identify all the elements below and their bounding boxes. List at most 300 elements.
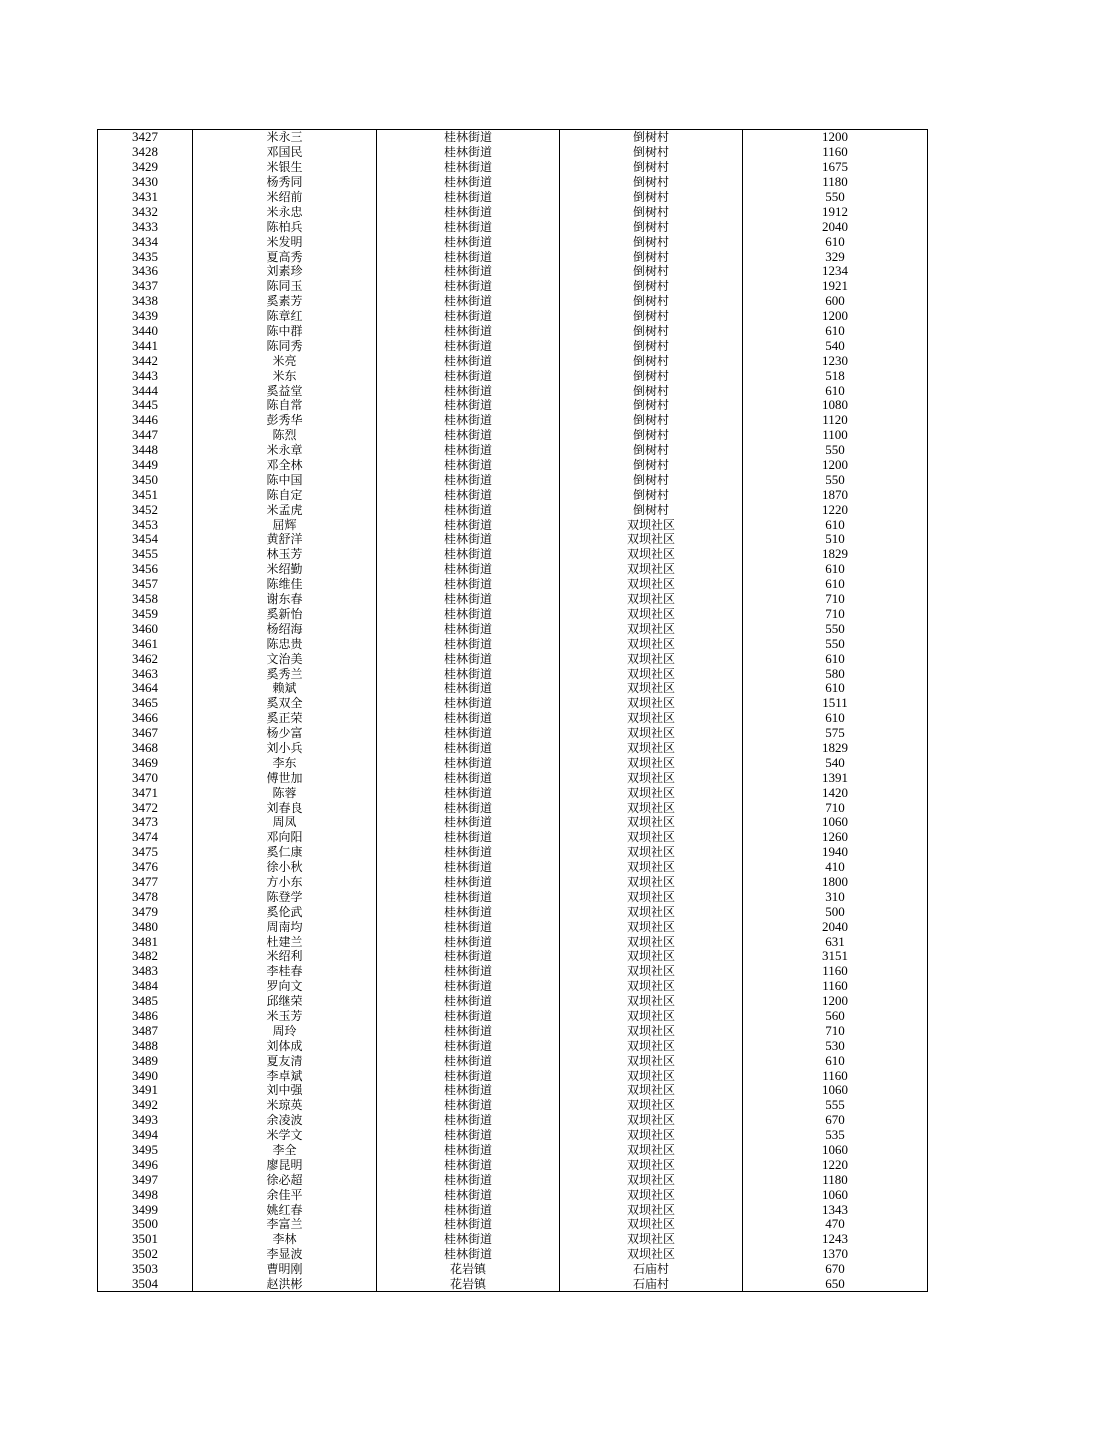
amount-cell: 310	[743, 889, 928, 904]
amount-cell: 550	[743, 190, 928, 205]
row-number-cell: 3452	[98, 502, 193, 517]
table-row	[98, 1262, 928, 1277]
table-row	[98, 934, 928, 949]
table-row	[98, 1009, 928, 1024]
community-cell: 倒树村	[560, 279, 743, 294]
table-row	[98, 1247, 928, 1262]
community-cell: 石庙村	[560, 1262, 743, 1277]
street-cell: 桂林街道	[377, 472, 560, 487]
amount-cell: 650	[743, 1277, 928, 1292]
table-row	[98, 1023, 928, 1038]
amount-cell: 600	[743, 294, 928, 309]
community-cell: 双坝社区	[560, 1143, 743, 1158]
community-cell: 双坝社区	[560, 889, 743, 904]
community-cell: 双坝社区	[560, 1053, 743, 1068]
street-cell: 桂林街道	[377, 696, 560, 711]
row-number-cell: 3494	[98, 1128, 193, 1143]
street-cell: 桂林街道	[377, 264, 560, 279]
amount-cell: 1675	[743, 160, 928, 175]
row-number-cell: 3482	[98, 949, 193, 964]
table-row	[98, 338, 928, 353]
table-row	[98, 487, 928, 502]
street-cell: 桂林街道	[377, 815, 560, 830]
community-cell: 双坝社区	[560, 1083, 743, 1098]
amount-cell: 1180	[743, 1172, 928, 1187]
street-cell: 桂林街道	[377, 1053, 560, 1068]
amount-cell: 610	[743, 681, 928, 696]
name-cell: 陈自常	[193, 398, 377, 413]
street-cell: 桂林街道	[377, 413, 560, 428]
community-cell: 双坝社区	[560, 636, 743, 651]
table-row	[98, 964, 928, 979]
amount-cell: 1060	[743, 1187, 928, 1202]
row-number-cell: 3468	[98, 741, 193, 756]
amount-cell: 1829	[743, 741, 928, 756]
community-cell: 双坝社区	[560, 785, 743, 800]
amount-cell: 1511	[743, 696, 928, 711]
amount-cell: 1220	[743, 502, 928, 517]
community-cell: 双坝社区	[560, 1217, 743, 1232]
table-row	[98, 815, 928, 830]
name-cell: 陈柏兵	[193, 219, 377, 234]
amount-cell: 555	[743, 1098, 928, 1113]
table-row	[98, 353, 928, 368]
row-number-cell: 3469	[98, 755, 193, 770]
name-cell: 徐小秋	[193, 860, 377, 875]
amount-cell: 1243	[743, 1232, 928, 1247]
street-cell: 桂林街道	[377, 949, 560, 964]
community-cell: 双坝社区	[560, 607, 743, 622]
community-cell: 倒树村	[560, 190, 743, 205]
name-cell: 屈辉	[193, 517, 377, 532]
street-cell: 桂林街道	[377, 279, 560, 294]
amount-cell: 610	[743, 562, 928, 577]
community-cell: 双坝社区	[560, 1247, 743, 1262]
community-cell: 石庙村	[560, 1277, 743, 1292]
community-cell: 双坝社区	[560, 964, 743, 979]
street-cell: 桂林街道	[377, 889, 560, 904]
amount-cell: 518	[743, 368, 928, 383]
table-row	[98, 1202, 928, 1217]
street-cell: 桂林街道	[377, 383, 560, 398]
name-cell: 奚益堂	[193, 383, 377, 398]
table-row	[98, 1172, 928, 1187]
amount-cell: 550	[743, 621, 928, 636]
street-cell: 桂林街道	[377, 547, 560, 562]
name-cell: 李桂春	[193, 964, 377, 979]
row-number-cell: 3454	[98, 532, 193, 547]
table-row	[98, 234, 928, 249]
table-row	[98, 398, 928, 413]
name-cell: 米孟虎	[193, 502, 377, 517]
name-cell: 李富兰	[193, 1217, 377, 1232]
community-cell: 倒树村	[560, 145, 743, 160]
table-row	[98, 324, 928, 339]
name-cell: 米银生	[193, 160, 377, 175]
name-cell: 方小东	[193, 875, 377, 890]
name-cell: 米绍利	[193, 949, 377, 964]
table-row	[98, 547, 928, 562]
community-cell: 双坝社区	[560, 1232, 743, 1247]
amount-cell: 560	[743, 1009, 928, 1024]
name-cell: 周凤	[193, 815, 377, 830]
amount-cell: 1120	[743, 413, 928, 428]
name-cell: 夏高秀	[193, 249, 377, 264]
community-cell: 双坝社区	[560, 1023, 743, 1038]
name-cell: 奚正荣	[193, 711, 377, 726]
table-row	[98, 1143, 928, 1158]
community-cell: 倒树村	[560, 368, 743, 383]
name-cell: 彭秀华	[193, 413, 377, 428]
row-number-cell: 3437	[98, 279, 193, 294]
amount-cell: 670	[743, 1262, 928, 1277]
row-number-cell: 3462	[98, 651, 193, 666]
row-number-cell: 3499	[98, 1202, 193, 1217]
community-cell: 倒树村	[560, 398, 743, 413]
table-row	[98, 517, 928, 532]
community-cell: 双坝社区	[560, 919, 743, 934]
table-row	[98, 472, 928, 487]
name-cell: 米亮	[193, 353, 377, 368]
name-cell: 刘素珍	[193, 264, 377, 279]
street-cell: 桂林街道	[377, 1143, 560, 1158]
community-cell: 双坝社区	[560, 741, 743, 756]
name-cell: 杨秀同	[193, 175, 377, 190]
row-number-cell: 3428	[98, 145, 193, 160]
amount-cell: 610	[743, 234, 928, 249]
table-row	[98, 1157, 928, 1172]
community-cell: 双坝社区	[560, 904, 743, 919]
table-row	[98, 1187, 928, 1202]
row-number-cell: 3480	[98, 919, 193, 934]
row-number-cell: 3486	[98, 1009, 193, 1024]
row-number-cell: 3446	[98, 413, 193, 428]
row-number-cell: 3464	[98, 681, 193, 696]
name-cell: 杨绍海	[193, 621, 377, 636]
row-number-cell: 3487	[98, 1023, 193, 1038]
row-number-cell: 3497	[98, 1172, 193, 1187]
row-number-cell: 3503	[98, 1262, 193, 1277]
table-row	[98, 919, 928, 934]
table-row	[98, 502, 928, 517]
amount-cell: 1220	[743, 1157, 928, 1172]
amount-cell: 1200	[743, 994, 928, 1009]
row-number-cell: 3455	[98, 547, 193, 562]
name-cell: 米玉芳	[193, 1009, 377, 1024]
table-row	[98, 130, 928, 145]
name-cell: 米琼英	[193, 1098, 377, 1113]
table-row	[98, 621, 928, 636]
row-number-cell: 3483	[98, 964, 193, 979]
street-cell: 桂林街道	[377, 875, 560, 890]
street-cell: 桂林街道	[377, 428, 560, 443]
row-number-cell: 3492	[98, 1098, 193, 1113]
street-cell: 桂林街道	[377, 532, 560, 547]
street-cell: 桂林街道	[377, 711, 560, 726]
row-number-cell: 3440	[98, 324, 193, 339]
name-cell: 徐必超	[193, 1172, 377, 1187]
amount-cell: 610	[743, 324, 928, 339]
name-cell: 奚新怡	[193, 607, 377, 622]
street-cell: 桂林街道	[377, 160, 560, 175]
table-row	[98, 1217, 928, 1232]
name-cell: 周玲	[193, 1023, 377, 1038]
amount-cell: 1829	[743, 547, 928, 562]
amount-cell: 1260	[743, 830, 928, 845]
row-number-cell: 3436	[98, 264, 193, 279]
name-cell: 李卓斌	[193, 1068, 377, 1083]
community-cell: 倒树村	[560, 204, 743, 219]
community-cell: 倒树村	[560, 487, 743, 502]
table-row	[98, 219, 928, 234]
amount-cell: 1060	[743, 1083, 928, 1098]
name-cell: 奚伦武	[193, 904, 377, 919]
amount-cell: 3151	[743, 949, 928, 964]
community-cell: 双坝社区	[560, 1157, 743, 1172]
community-cell: 双坝社区	[560, 949, 743, 964]
table-row	[98, 249, 928, 264]
street-cell: 桂林街道	[377, 130, 560, 145]
name-cell: 邓全林	[193, 458, 377, 473]
table-row	[98, 696, 928, 711]
name-cell: 陈忠贵	[193, 636, 377, 651]
amount-cell: 1420	[743, 785, 928, 800]
community-cell: 倒树村	[560, 175, 743, 190]
amount-cell: 1800	[743, 875, 928, 890]
name-cell: 奚双全	[193, 696, 377, 711]
community-cell: 倒树村	[560, 130, 743, 145]
table-row	[98, 666, 928, 681]
row-number-cell: 3465	[98, 696, 193, 711]
name-cell: 米永章	[193, 443, 377, 458]
table-row	[98, 755, 928, 770]
community-cell: 双坝社区	[560, 830, 743, 845]
street-cell: 桂林街道	[377, 309, 560, 324]
community-cell: 双坝社区	[560, 994, 743, 1009]
street-cell: 桂林街道	[377, 234, 560, 249]
name-cell: 米绍勤	[193, 562, 377, 577]
street-cell: 桂林街道	[377, 979, 560, 994]
table-row	[98, 592, 928, 607]
street-cell: 桂林街道	[377, 904, 560, 919]
community-cell: 双坝社区	[560, 681, 743, 696]
amount-cell: 631	[743, 934, 928, 949]
amount-cell: 1912	[743, 204, 928, 219]
street-cell: 桂林街道	[377, 353, 560, 368]
amount-cell: 550	[743, 443, 928, 458]
street-cell: 桂林街道	[377, 324, 560, 339]
row-number-cell: 3444	[98, 383, 193, 398]
street-cell: 桂林街道	[377, 830, 560, 845]
row-number-cell: 3435	[98, 249, 193, 264]
community-cell: 倒树村	[560, 353, 743, 368]
street-cell: 桂林街道	[377, 219, 560, 234]
street-cell: 桂林街道	[377, 621, 560, 636]
row-number-cell: 3460	[98, 621, 193, 636]
table-row	[98, 1232, 928, 1247]
amount-cell: 1080	[743, 398, 928, 413]
row-number-cell: 3438	[98, 294, 193, 309]
row-number-cell: 3442	[98, 353, 193, 368]
street-cell: 桂林街道	[377, 919, 560, 934]
name-cell: 文治美	[193, 651, 377, 666]
table-row	[98, 830, 928, 845]
row-number-cell: 3430	[98, 175, 193, 190]
community-cell: 双坝社区	[560, 696, 743, 711]
street-cell: 桂林街道	[377, 443, 560, 458]
community-cell: 双坝社区	[560, 651, 743, 666]
table-row	[98, 309, 928, 324]
row-number-cell: 3427	[98, 130, 193, 145]
street-cell: 桂林街道	[377, 338, 560, 353]
table-row	[98, 160, 928, 175]
row-number-cell: 3491	[98, 1083, 193, 1098]
amount-cell: 1160	[743, 979, 928, 994]
community-cell: 双坝社区	[560, 517, 743, 532]
community-cell: 双坝社区	[560, 934, 743, 949]
community-cell: 双坝社区	[560, 621, 743, 636]
table-body	[98, 130, 928, 1292]
row-number-cell: 3461	[98, 636, 193, 651]
table-row	[98, 413, 928, 428]
row-number-cell: 3429	[98, 160, 193, 175]
name-cell: 米绍前	[193, 190, 377, 205]
name-cell: 李林	[193, 1232, 377, 1247]
amount-cell: 1200	[743, 458, 928, 473]
street-cell: 桂林街道	[377, 1187, 560, 1202]
name-cell: 米东	[193, 368, 377, 383]
amount-cell: 535	[743, 1128, 928, 1143]
street-cell: 桂林街道	[377, 1232, 560, 1247]
name-cell: 姚红春	[193, 1202, 377, 1217]
street-cell: 桂林街道	[377, 1068, 560, 1083]
community-cell: 双坝社区	[560, 1172, 743, 1187]
row-number-cell: 3456	[98, 562, 193, 577]
name-cell: 杨少富	[193, 726, 377, 741]
row-number-cell: 3433	[98, 219, 193, 234]
row-number-cell: 3458	[98, 592, 193, 607]
amount-cell: 2040	[743, 219, 928, 234]
table-row	[98, 383, 928, 398]
community-cell: 倒树村	[560, 472, 743, 487]
street-cell: 桂林街道	[377, 1098, 560, 1113]
name-cell: 刘春良	[193, 800, 377, 815]
name-cell: 米发明	[193, 234, 377, 249]
amount-cell: 530	[743, 1038, 928, 1053]
community-cell: 双坝社区	[560, 1128, 743, 1143]
amount-cell: 410	[743, 860, 928, 875]
community-cell: 双坝社区	[560, 1187, 743, 1202]
row-number-cell: 3501	[98, 1232, 193, 1247]
community-cell: 双坝社区	[560, 1098, 743, 1113]
row-number-cell: 3472	[98, 800, 193, 815]
community-cell: 双坝社区	[560, 1202, 743, 1217]
street-cell: 桂林街道	[377, 502, 560, 517]
row-number-cell: 3432	[98, 204, 193, 219]
table-row	[98, 204, 928, 219]
community-cell: 倒树村	[560, 443, 743, 458]
amount-cell: 1160	[743, 1068, 928, 1083]
table-row	[98, 443, 928, 458]
row-number-cell: 3470	[98, 770, 193, 785]
name-cell: 陈章红	[193, 309, 377, 324]
row-number-cell: 3459	[98, 607, 193, 622]
row-number-cell: 3434	[98, 234, 193, 249]
community-cell: 倒树村	[560, 502, 743, 517]
row-number-cell: 3457	[98, 577, 193, 592]
street-cell: 桂林街道	[377, 592, 560, 607]
table-row	[98, 279, 928, 294]
street-cell: 桂林街道	[377, 755, 560, 770]
name-cell: 陈维佳	[193, 577, 377, 592]
community-cell: 倒树村	[560, 264, 743, 279]
amount-cell: 2040	[743, 919, 928, 934]
street-cell: 桂林街道	[377, 800, 560, 815]
name-cell: 黄舒洋	[193, 532, 377, 547]
row-number-cell: 3484	[98, 979, 193, 994]
row-number-cell: 3475	[98, 845, 193, 860]
amount-cell: 1060	[743, 815, 928, 830]
row-number-cell: 3474	[98, 830, 193, 845]
table-row	[98, 264, 928, 279]
amount-cell: 1160	[743, 145, 928, 160]
name-cell: 陈自定	[193, 487, 377, 502]
name-cell: 杜建兰	[193, 934, 377, 949]
amount-cell: 1343	[743, 1202, 928, 1217]
table-row	[98, 577, 928, 592]
street-cell: 桂林街道	[377, 860, 560, 875]
amount-cell: 540	[743, 338, 928, 353]
name-cell: 陈烈	[193, 428, 377, 443]
table-row	[98, 458, 928, 473]
amount-cell: 329	[743, 249, 928, 264]
community-cell: 倒树村	[560, 234, 743, 249]
amount-cell: 1200	[743, 130, 928, 145]
name-cell: 赵洪彬	[193, 1277, 377, 1292]
row-number-cell: 3448	[98, 443, 193, 458]
row-number-cell: 3450	[98, 472, 193, 487]
table-row	[98, 1128, 928, 1143]
street-cell: 桂林街道	[377, 1157, 560, 1172]
row-number-cell: 3445	[98, 398, 193, 413]
amount-cell: 510	[743, 532, 928, 547]
community-cell: 双坝社区	[560, 800, 743, 815]
amount-cell: 1940	[743, 845, 928, 860]
table-row	[98, 860, 928, 875]
name-cell: 罗向文	[193, 979, 377, 994]
row-number-cell: 3496	[98, 1157, 193, 1172]
table-row	[98, 949, 928, 964]
row-number-cell: 3490	[98, 1068, 193, 1083]
amount-cell: 610	[743, 577, 928, 592]
name-cell: 邓国民	[193, 145, 377, 160]
table-row	[98, 636, 928, 651]
row-number-cell: 3449	[98, 458, 193, 473]
community-cell: 双坝社区	[560, 711, 743, 726]
community-cell: 倒树村	[560, 338, 743, 353]
row-number-cell: 3463	[98, 666, 193, 681]
amount-cell: 1391	[743, 770, 928, 785]
table-row	[98, 562, 928, 577]
street-cell: 桂林街道	[377, 1023, 560, 1038]
community-cell: 双坝社区	[560, 592, 743, 607]
name-cell: 邱继荣	[193, 994, 377, 1009]
community-cell: 双坝社区	[560, 860, 743, 875]
table-row	[98, 1083, 928, 1098]
street-cell: 桂林街道	[377, 175, 560, 190]
table-row	[98, 979, 928, 994]
table-row	[98, 368, 928, 383]
